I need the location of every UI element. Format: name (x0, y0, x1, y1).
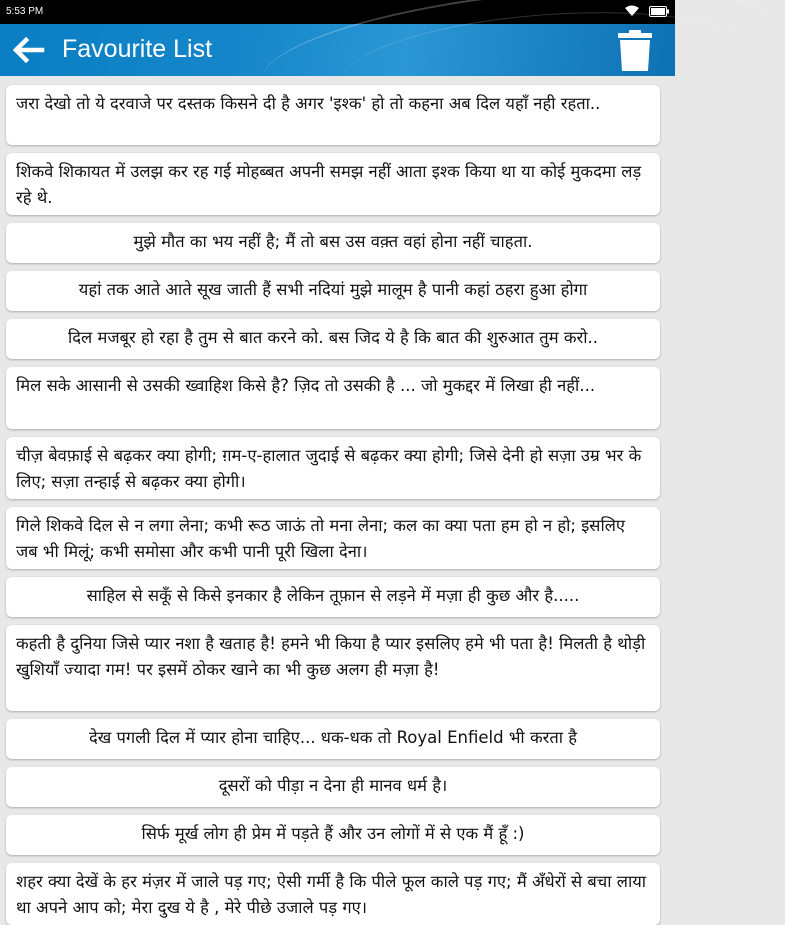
list-item[interactable]: शिकवे शिकायत में उलझ कर रह गई मोहब्बत अपनी समझ नहीं आता इश्क किया था या कोई मुकदमा लड़ रहे थे. (6, 153, 660, 215)
list-item[interactable]: सिर्फ मूर्ख लोग ही प्रेम में पड़ते हैं और उन लोगों में से एक मैं हूँ :) (6, 815, 660, 855)
arrow-left-icon (8, 32, 48, 68)
list-item[interactable]: दिल मजबूर हो रहा है तुम से बात करने को. बस जिद ये है कि बात की शुरुआत तुम करो.. (6, 319, 660, 359)
list-item[interactable]: दूसरों को पीड़ा न देना ही मानव धर्म है। (6, 767, 660, 807)
list-item[interactable]: चीज़ बेवफ़ाई से बढ़कर क्या होगी; ग़म-ए-हालात जुदाई से बढ़कर क्या होगी; जिसे देनी हो सज़ा उम्र भर के लिए; सज़ा तन्हाई से बढ़कर क्या होगी। (6, 437, 660, 499)
page-title: Favourite List (62, 35, 213, 63)
list-item[interactable]: गिले शिकवे दिल से न लगा लेना; कभी रूठ जाऊं तो मना लेना; कल का क्या पता हम हो न हो; इसलिए जब भी मिलूं; कभी समोसा और कभी पानी पूरी खिला देना। (6, 507, 660, 569)
status-time: 5:53 PM (6, 6, 44, 17)
list-item[interactable]: साहिल से सकूँ से किसे इनकार है लेकिन तूफ़ान से लड़ने में मज़ा ही कुछ और है..... (6, 577, 660, 617)
delete-button[interactable] (615, 30, 655, 72)
list-item[interactable]: कहती है दुनिया जिसे प्यार नशा है खताह है! हमने भी किया है प्यार इसलिए हमे भी पता है! मिलती है थोड़ी खुशियाँ ज्यादा गम! पर इसमें ठोकर खाने का भी कुछ अलग ही मज़ा है! (6, 625, 660, 711)
list-item[interactable]: जरा देखो तो ये दरवाजे पर दस्तक किसने दी है अगर 'इश्क' हो तो कहना अब दिल यहाँ नही रहता.. (6, 85, 660, 145)
trash-icon (615, 30, 655, 72)
favourite-list (0, 76, 675, 917)
list-item[interactable]: मुझे मौत का भय नहीं है; मैं तो बस उस वक़्त वहां होना नहीं चाहता. (6, 223, 660, 263)
list-item[interactable]: देख पगली दिल में प्यार होना चाहिए... धक-धक तो Royal Enfield भी करता है (6, 719, 660, 759)
app-bar (0, 24, 675, 76)
list-item[interactable]: शहर क्या देखें के हर मंज़र में जाले पड़ गए; ऐसी गर्मी है कि पीले फूल काले पड़ गए; मैं अँधेरों से बचा लाया था अपने आप को; मेरा दुख ये है , मेरे पीछे उजाले पड़ गए। (6, 863, 660, 925)
list-item[interactable]: मिल सके आसानी से उसकी ख्वाहिश किसे है? ज़िद तो उसकी है ... जो मुकद्दर में लिखा ही नहीं... (6, 367, 660, 429)
list-item[interactable]: यहां तक आते आते सूख जाती हैं सभी नदियां मुझे मालूम है पानी कहां ठहरा हुआ होगा (6, 271, 660, 311)
back-button[interactable] (8, 32, 48, 68)
